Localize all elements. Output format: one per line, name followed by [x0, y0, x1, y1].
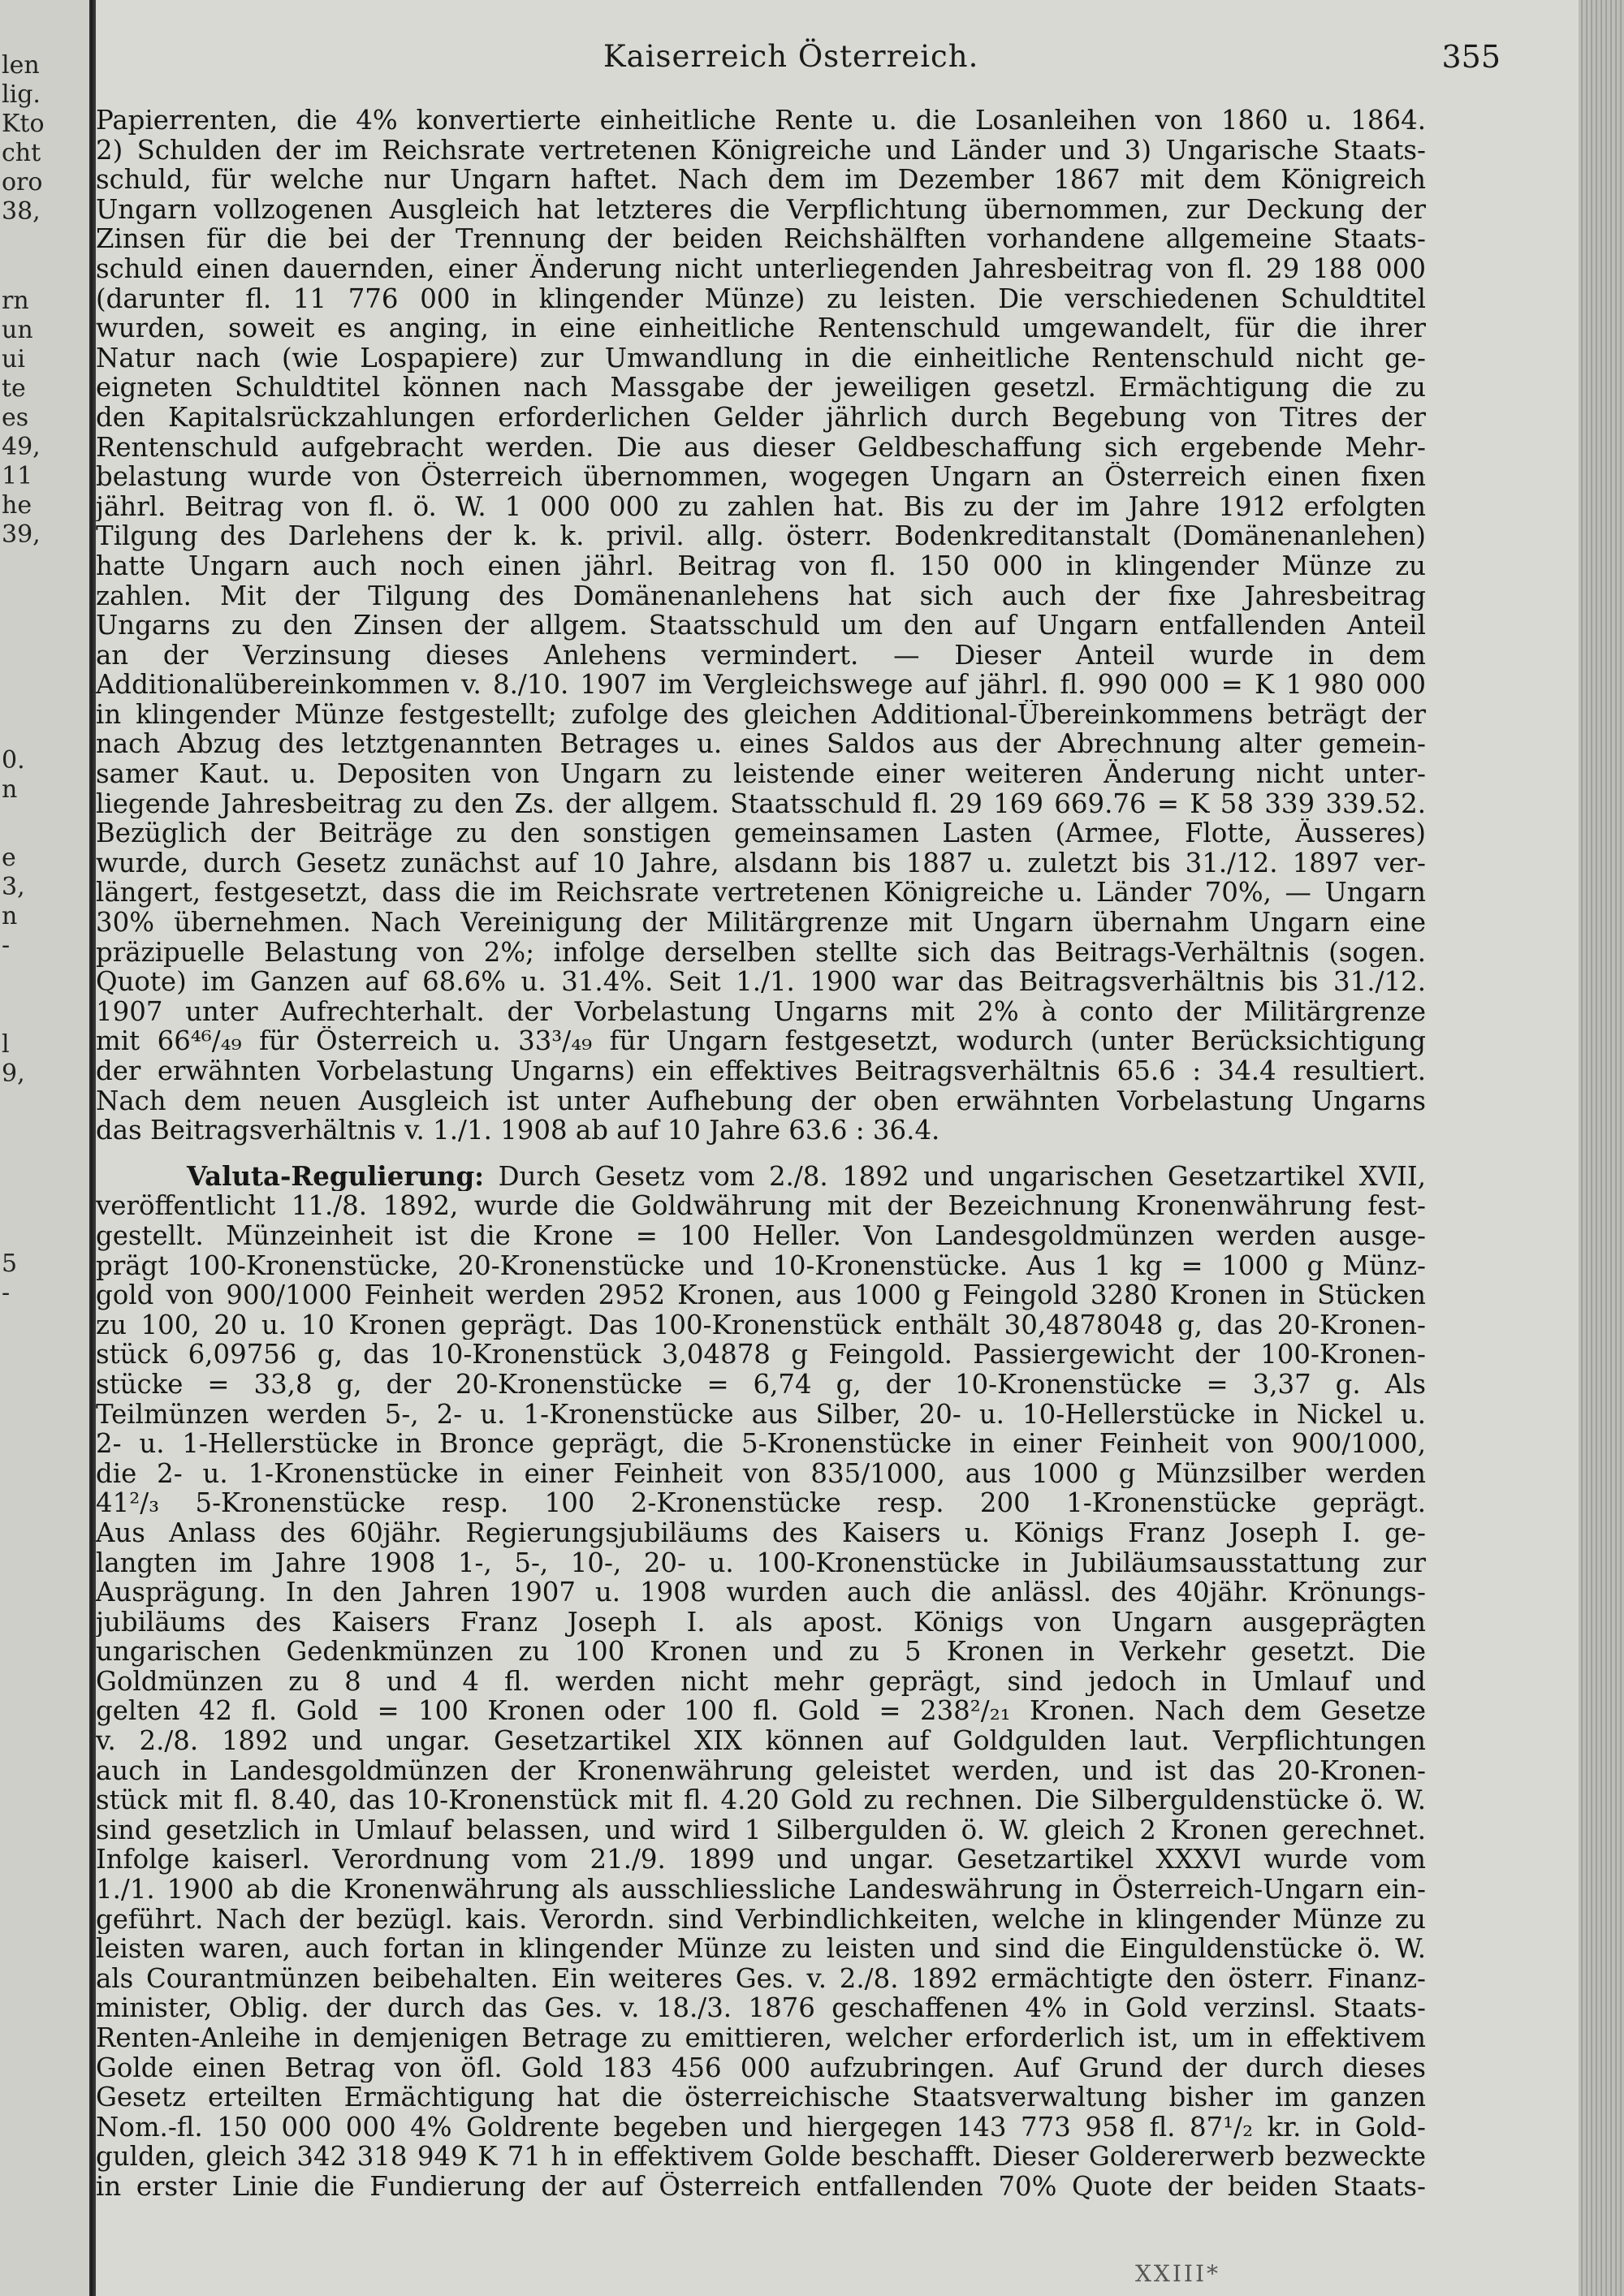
previous-page-fragment: n [2, 903, 18, 930]
section-heading: Valuta-Regulierung: [187, 1161, 485, 1192]
previous-page-fragment: 0. [2, 747, 25, 775]
previous-page-fragment: 11 [2, 463, 33, 490]
previous-page-fragment: ui [2, 346, 25, 373]
text-line: Papierrenten, die 4% konvertierte einheitliche Rente u. die Losanleihen von 1860 u. 1864. [96, 106, 1426, 136]
text-line: Quote) im Ganzen auf 68.6% u. 31.4%. Seit 1./1. 1900 war das Beitragsverhältnis bis 31./12. [96, 967, 1426, 997]
text-line: Teilmünzen werden 5-, 2- u. 1-Kronenstücke aus Silber, 20- u. 10-Hellerstücke in Nickel u. [96, 1399, 1426, 1430]
text-line: schuld einen dauernden, einer Änderung nicht unterliegenden Jahresbeitrag von fl. 29 188 000 [96, 253, 1426, 284]
text-line: in klingender Münze festgestellt; zufolge des gleichen Additional-Übereinkommens beträgt der [96, 699, 1426, 730]
previous-page-fragment: te [2, 375, 26, 403]
text-line: 1907 unter Aufrechterhalt. der Vorbelastung Ungarns mit 2% à conto der Militärgrenze [96, 996, 1426, 1027]
text-line: leisten waren, auch fortan in klingender Münze zu leisten und sind die Einguldenstücke ö. W. [96, 1934, 1426, 1964]
text-line: hatte Ungarn auch noch einen jährl. Beitrag von fl. 150 000 in klingender Münze zu [96, 550, 1426, 581]
previous-page-fragment: lig. [2, 81, 41, 109]
paragraph-valuta-regulierung [96, 1162, 1426, 2202]
text-line: Goldmünzen zu 8 und 4 fl. werden nicht mehr geprägt, sind jedoch in Umlauf und [96, 1666, 1426, 1697]
previous-page-fragment: 5 [2, 1250, 18, 1278]
previous-page-fragment: 38, [2, 198, 41, 226]
text-line: geführt. Nach der bezügl. kais. Verordn. sind Verbindlichkeiten, welche in klingender Münze zu [96, 1904, 1426, 1935]
section-heading-rest: Durch Gesetz vom 2./8. 1892 und ungarischen Gesetzartikel XVII, [498, 1161, 1426, 1192]
running-title: Kaiserreich Österreich. [603, 39, 979, 74]
text-line: eigneten Schuldtitel können nach Massgabe der jeweiligen gesetzl. Ermächtigung die zu [96, 373, 1426, 403]
text-line: Natur nach (wie Lospapiere) zur Umwandlung in die einheitliche Rentenschuld nicht ge- [96, 343, 1426, 373]
text-line: Golde einen Betrag von öfl. Gold 183 456 000 aufzubringen. Auf Grund der durch dieses [96, 2052, 1426, 2083]
text-line: auch in Landesgoldmünzen der Kronenwährung geleistet werden, und ist das 20-Kronen- [96, 1755, 1426, 1786]
previous-page-fragment: - [2, 1280, 11, 1307]
text-line: zu 100, 20 u. 10 Kronen geprägt. Das 100-Kronenstück enthält 30,4878048 g, das 20-Kronen- [96, 1310, 1426, 1340]
text-line: Ungarns zu den Zinsen der allgem. Staatsschuld um den auf Ungarn entfallenden Anteil [96, 611, 1426, 641]
text-line: sind gesetzlich in Umlauf belassen, und wird 1 Silbergulden ö. W. gleich 2 Kronen gerechnet. [96, 1815, 1426, 1845]
text-line: samer Kaut. u. Depositen von Ungarn zu leistende einer weiteren Änderung nicht unter- [96, 759, 1426, 789]
printer-signature: XXIII* [1135, 2260, 1221, 2287]
previous-page-fragment: rn [2, 287, 29, 315]
text-line: v. 2./8. 1892 und ungar. Gesetzartikel XIX können auf Goldgulden laut. Verpflichtungen [96, 1726, 1426, 1756]
previous-page-fragment: len [2, 52, 40, 80]
paragraph-gap [96, 1146, 1426, 1162]
previous-page-margin [0, 0, 93, 2296]
text-line: stück mit fl. 8.40, das 10-Kronenstück mit fl. 4.20 Gold zu rechnen. Die Silberguldenstücke ö. W. [96, 1785, 1426, 1815]
text-line: Nom.-fl. 150 000 000 4% Goldrente begeben und hiergegen 143 773 958 fl. 87¹/₂ kr. in Gold- [96, 2112, 1426, 2143]
text-line: minister, Oblig. der durch das Ges. v. 18./3. 1876 geschaffenen 4% in Gold verzinsl. Staats- [96, 1993, 1426, 2023]
text-line: präzipuelle Belastung von 2%; infolge derselben stellte sich das Beitrags-Verhältnis (sogen. [96, 937, 1426, 968]
text-line: stücke = 33,8 g, der 20-Kronenstücke = 6,74 g, der 10-Kronenstücke = 3,37 g. Als [96, 1369, 1426, 1400]
previous-page-fragment: 3, [2, 874, 25, 901]
text-line: Additionalübereinkommen v. 8./10. 1907 im Vergleichswege auf jährl. fl. 990 000 = K 1 980 000 [96, 670, 1426, 700]
text-line: das Beitragsverhältnis v. 1./1. 1908 ab auf 10 Jahre 63.6 : 36.4. [96, 1116, 940, 1146]
previous-page-fragment: cht [2, 140, 41, 167]
text-line: 2) Schulden der im Reichsrate vertretenen Königreiche und Länder und 3) Ungarische Staats- [96, 135, 1426, 166]
text-line: 2- u. 1-Hellerstücke in Bronce geprägt, die 5-Kronenstücke in einer Feinheit von 900/1000, [96, 1429, 1426, 1459]
text-line: mit 66⁴⁶/₄₉ für Österreich u. 33³/₄₉ für Ungarn festgesetzt, wodurch (unter Berücksichtigung [96, 1026, 1426, 1056]
text-line: belastung wurde von Österreich übernommen, wogegen Ungarn an Österreich einen fixen [96, 462, 1426, 492]
text-line: jährl. Beitrag von fl. ö. W. 1 000 000 zu zahlen hat. Bis zu der im Jahre 1912 erfolgten [96, 491, 1426, 522]
text-line: der erwähnten Vorbelastung Ungarns) ein effektives Beitragsverhältnis 65.6 : 34.4 resultiert. [96, 1056, 1426, 1086]
text-line: als Courantmünzen beibehalten. Ein weiteres Ges. v. 2./8. 1892 ermächtigte den österr. Finanz- [96, 1963, 1426, 1994]
page-header [96, 39, 1501, 88]
text-line: Nach dem neuen Ausgleich ist unter Aufhebung der oben erwähnten Vorbelastung Ungarns [96, 1085, 1426, 1116]
text-line: gestellt. Münzeinheit ist die Krone = 100 Heller. Von Landesgoldmünzen werden ausge- [96, 1220, 1426, 1251]
text-line: nach Abzug des letztgenannten Betrages u. eines Saldos aus der Abrechnung alter gemein- [96, 729, 1426, 760]
text-line [96, 1162, 1426, 1192]
text-line: gulden, gleich 342 318 949 K 71 h in effektivem Golde beschafft. Dieser Goldererwerb bezweckte [96, 2142, 1426, 2172]
text-line: veröffentlicht 11./8. 1892, wurde die Goldwährung mit der Bezeichnung Kronenwährung fest- [96, 1191, 1426, 1221]
text-line: Rentenschuld aufgebracht werden. Die aus dieser Geldbeschaffung sich ergebende Mehr- [96, 432, 1426, 463]
previous-page-fragment: 39, [2, 521, 41, 549]
text-line: Ungarn vollzogenen Ausgleich hat letzteres die Verpflichtung übernommen, zur Deckung der [96, 194, 1426, 225]
text-line: Gesetz erteilten Ermächtigung hat die österreichische Staatsverwaltung bisher im ganzen [96, 2082, 1426, 2113]
text-line: schuld, für welche nur Ungarn haftet. Nach dem im Dezember 1867 mit dem Königreich [96, 165, 1426, 195]
text-line: den Kapitalsrückzahlungen erforderlichen Gelder jährlich durch Begebung von Titres der [96, 402, 1426, 433]
text-line: 1./1. 1900 ab die Kronenwährung als ausschliessliche Landeswährung in Österreich-Ungarn ein- [96, 1875, 1426, 1905]
page-edge [1579, 0, 1624, 2296]
previous-page-fragment: un [2, 317, 33, 344]
text-line: Bezüglich der Beiträge zu den sonstigen gemeinsamen Lasten (Armee, Flotte, Äusseres) [96, 818, 1426, 848]
previous-page-fragment: l [2, 1031, 10, 1059]
paragraph-national-debt [96, 106, 1426, 1146]
previous-page-fragment: Kto [2, 110, 45, 138]
text-line: zahlen. Mit der Tilgung des Domänenanlehens hat sich auch der fixe Jahresbeitrag [96, 580, 1426, 611]
text-line: langten im Jahre 1908 1-, 5-, 10-, 20- u. 100-Kronenstücke in Jubiläumsausstattung zur [96, 1547, 1426, 1578]
text-line: Infolge kaiserl. Verordnung vom 21./9. 1899 und ungar. Gesetzartikel XXXVI wurde vom [96, 1845, 1426, 1875]
text-line: Ausprägung. In den Jahren 1907 u. 1908 wurden auch die anlässl. des 40jähr. Krönungs- [96, 1577, 1426, 1608]
page-number: 355 [1441, 39, 1501, 75]
text-line: 30% übernehmen. Nach Vereinigung der Militärgrenze mit Ungarn übernahm Ungarn eine [96, 908, 1426, 938]
text-line: Zinsen für die bei der Trennung der beiden Reichshälften vorhandene allgemeine Staats- [96, 224, 1426, 254]
text-line: die 2- u. 1-Kronenstücke in einer Feinheit von 835/1000, aus 1000 g Münzsilber werden [96, 1458, 1426, 1489]
previous-page-fragment: he [2, 492, 32, 520]
text-line: (darunter fl. 11 776 000 in klingender Münze) zu leisten. Die verschiedenen Schuldtitel [96, 283, 1426, 314]
text-line: gelten 42 fl. Gold = 100 Kronen oder 100 fl. Gold = 238²/₂₁ Kronen. Nach dem Gesetze [96, 1696, 1426, 1727]
previous-page-fragment: e [2, 844, 16, 872]
previous-page-fragment: n [2, 776, 18, 804]
previous-page-fragment: 9, [2, 1060, 25, 1088]
text-line: ungarischen Gedenkmünzen zu 100 Kronen und zu 5 Kronen in Verkehr gesetzt. Die [96, 1637, 1426, 1667]
text-line: 41²/₃ 5-Kronenstücke resp. 100 2-Kronenstücke resp. 200 1-Kronenstücke geprägt. [96, 1488, 1426, 1518]
text-line: Aus Anlass des 60jähr. Regierungsjubiläums des Kaisers u. Königs Franz Joseph I. ge- [96, 1517, 1426, 1548]
text-line: in erster Linie die Fundierung der auf Österreich entfallenden 70% Quote der beiden Staats- [96, 2171, 1426, 2202]
previous-page-fragment: oro [2, 169, 43, 196]
text-line: längert, festgesetzt, dass die im Reichsrate vertretenen Königreiche u. Länder 70%, — Ungarn [96, 878, 1426, 908]
previous-page-fragment: 49, [2, 434, 41, 461]
text-line: Renten-Anleihe in demjenigen Betrage zu emittieren, welcher erforderlich ist, um in effektivem [96, 2023, 1426, 2053]
text-line: an der Verzinsung dieses Anlehens vermindert. — Dieser Anteil wurde in dem [96, 640, 1426, 671]
text-line: wurden, soweit es anging, in eine einheitliche Rentenschuld umgewandelt, für die ihrer [96, 313, 1426, 343]
body-text [96, 106, 1426, 2202]
text-line: wurde, durch Gesetz zunächst auf 10 Jahre, alsdann bis 1887 u. zuletzt bis 31./12. 1897 ver- [96, 848, 1426, 878]
text-line: stück 6,09756 g, das 10-Kronenstück 3,04878 g Feingold. Passiergewicht der 100-Kronen- [96, 1340, 1426, 1370]
text-line: prägt 100-Kronenstücke, 20-Kronenstücke und 10-Kronenstücke. Aus 1 kg = 1000 g Münz- [96, 1250, 1426, 1281]
previous-page-fragment: es [2, 404, 29, 432]
text-line: gold von 900/1000 Feinheit werden 2952 Kronen, aus 1000 g Feingold 3280 Kronen in Stücken [96, 1280, 1426, 1310]
text-line: Tilgung des Darlehens der k. k. privil. allg. österr. Bodenkreditanstalt (Domänenanlehen) [96, 521, 1426, 551]
text-line: liegende Jahresbeitrag zu den Zs. der allgem. Staatsschuld fl. 29 169 669.76 = K 58 339 339.52. [96, 788, 1426, 819]
previous-page-fragment: - [2, 932, 11, 960]
text-line: jubiläums des Kaisers Franz Joseph I. als apost. Königs von Ungarn ausgeprägten [96, 1607, 1426, 1638]
